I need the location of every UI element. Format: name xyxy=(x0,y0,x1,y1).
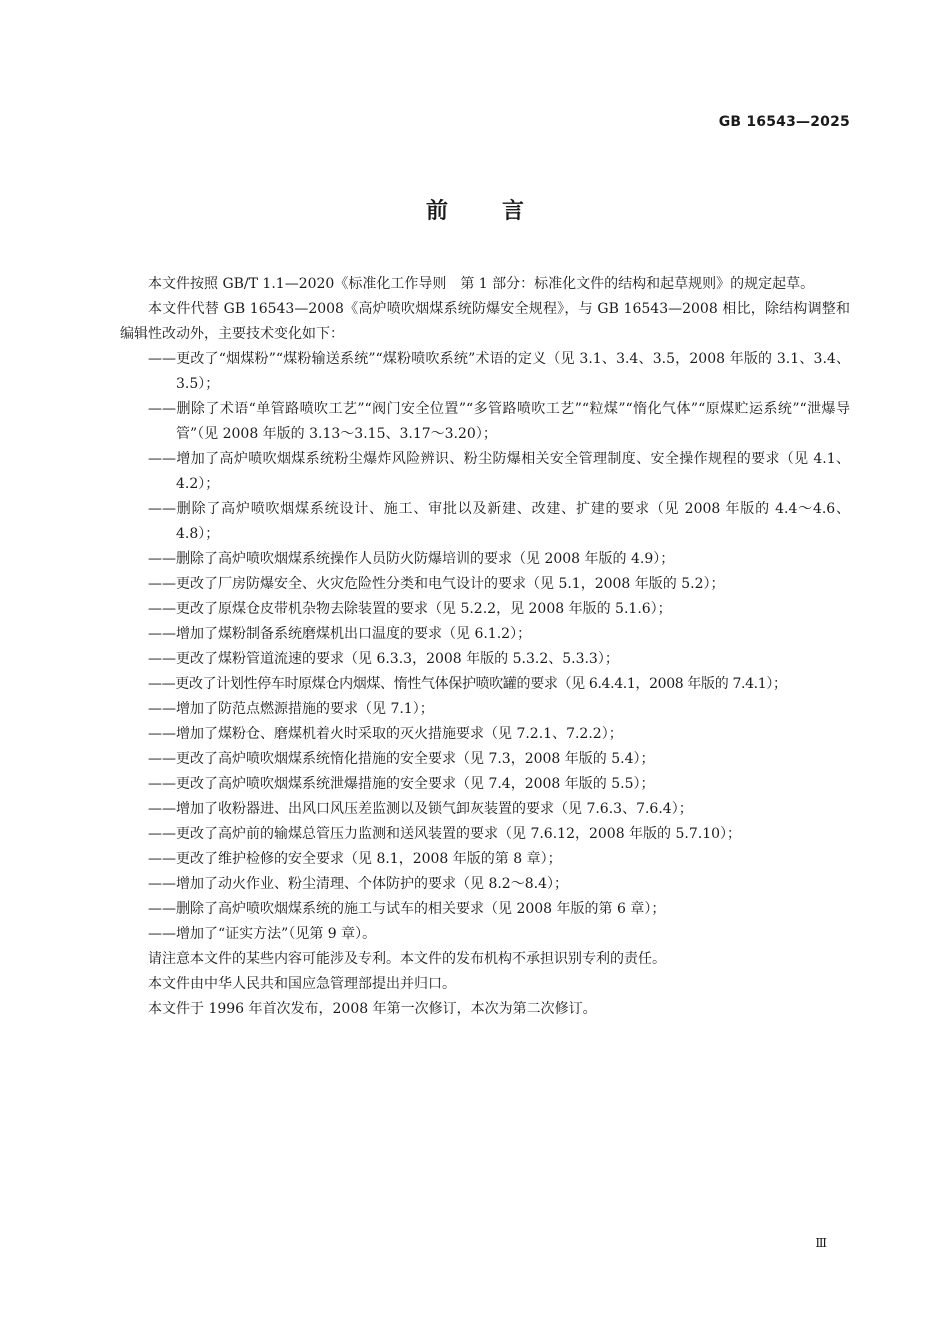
change-item: ——更改了高炉前的输煤总管压力监测和送风装置的要求（见 7.6.12，2008 年版的 5.7.10）； xyxy=(148,826,742,842)
standard-code: GB 16543—2025 xyxy=(718,114,850,130)
change-item: ——删除了高炉喷吹烟煤系统的施工与试车的相关要求（见 2008 年版的第 6 章）； xyxy=(148,901,666,917)
change-item: ——更改了“烟煤粉”“煤粉输送系统”“煤粉喷吹系统”术语的定义（见 3.1、3.4、3.5，2008 年版的 3.1、3.4、3.5）； xyxy=(148,351,850,392)
change-item: ——增加了防范点燃源措施的要求（见 7.1）； xyxy=(148,701,434,717)
page-title: 前言 xyxy=(425,199,578,224)
change-item: ——删除了高炉喷吹烟煤系统设计、施工、审批以及新建、改建、扩建的要求（见 2008 年版的 4.4～4.6、4.8）； xyxy=(148,501,850,542)
change-item: ——增加了煤粉仓、磨煤机着火时采取的灭火措施要求（见 7.2.1、7.2.2）； xyxy=(148,726,623,742)
change-item: ——更改了原煤仓皮带机杂物去除装置的要求（见 5.2.2，见 2008 年版的 5.1.6）； xyxy=(148,601,672,617)
change-item: ——更改了高炉喷吹烟煤系统泄爆措施的安全要求（见 7.4，2008 年版的 5.5）； xyxy=(148,776,655,792)
change-item: ——删除了高炉喷吹烟煤系统操作人员防火防爆培训的要求（见 2008 年版的 4.9）； xyxy=(148,551,675,567)
change-item: ——更改了煤粉管道流速的要求（见 6.3.3，2008 年版的 5.3.2、5.3.3）； xyxy=(148,651,619,667)
paragraph-replacement: 本文件代替 GB 16543—2008《高炉喷吹烟煤系统防爆安全规程》，与 GB 16543—2008 相比，除结构调整和编辑性改动外，主要技术变化如下： xyxy=(120,301,850,342)
change-item: ——增加了高炉喷吹烟煤系统粉尘爆炸风险辨识、粉尘防爆相关安全管理制度、安全操作规程的要求（见 4.1、4.2）； xyxy=(148,451,850,492)
paragraph-proposer: 本文件由中华人民共和国应急管理部提出并归口。 xyxy=(148,976,456,992)
foreword-body xyxy=(120,272,850,1022)
paragraph-drafting-rules: 本文件按照 GB/T 1.1—2020《标准化工作导则 第 1 部分：标准化文件的结构和起草规则》的规定起草。 xyxy=(148,276,815,292)
paragraph-history: 本文件于 1996 年首次发布，2008 年第一次修订，本次为第二次修订。 xyxy=(148,1001,597,1017)
change-item: ——删除了术语“单管路喷吹工艺”“阀门安全位置”“多管路喷吹工艺”“粒煤”“惰化气体”“原煤贮运系统”“泄爆导管”（见 2008 年版的 3.13～3.15、3.17～3.20）； xyxy=(148,401,850,442)
paragraph-patent-notice: 请注意本文件的某些内容可能涉及专利。本文件的发布机构不承担识别专利的责任。 xyxy=(148,951,666,967)
change-item: ——增加了收粉器进、出风口风压差监测以及锁气卸灰装置的要求（见 7.6.3、7.6.4）； xyxy=(148,801,693,817)
change-item: ——增加了动火作业、粉尘清理、个体防护的要求（见 8.2～8.4）； xyxy=(148,876,568,892)
change-item: ——增加了“证实方法”（见第 9 章）。 xyxy=(148,926,377,942)
change-item: ——更改了高炉喷吹烟煤系统惰化措施的安全要求（见 7.3，2008 年版的 5.4）； xyxy=(148,751,655,767)
change-item: ——更改了计划性停车时原煤仓内烟煤、惰性气体保护喷吹罐的要求（见 6.4.4.1，2008 年版的 7.4.1）； xyxy=(148,676,787,692)
page-number: Ⅲ xyxy=(815,1236,827,1250)
change-item: ——更改了厂房防爆安全、火灾危险性分类和电气设计的要求（见 5.1，2008 年版的 5.2）； xyxy=(148,576,725,592)
change-item: ——更改了维护检修的安全要求（见 8.1，2008 年版的第 8 章）； xyxy=(148,851,562,867)
change-item: ——增加了煤粉制备系统磨煤机出口温度的要求（见 6.1.2）； xyxy=(148,626,532,642)
